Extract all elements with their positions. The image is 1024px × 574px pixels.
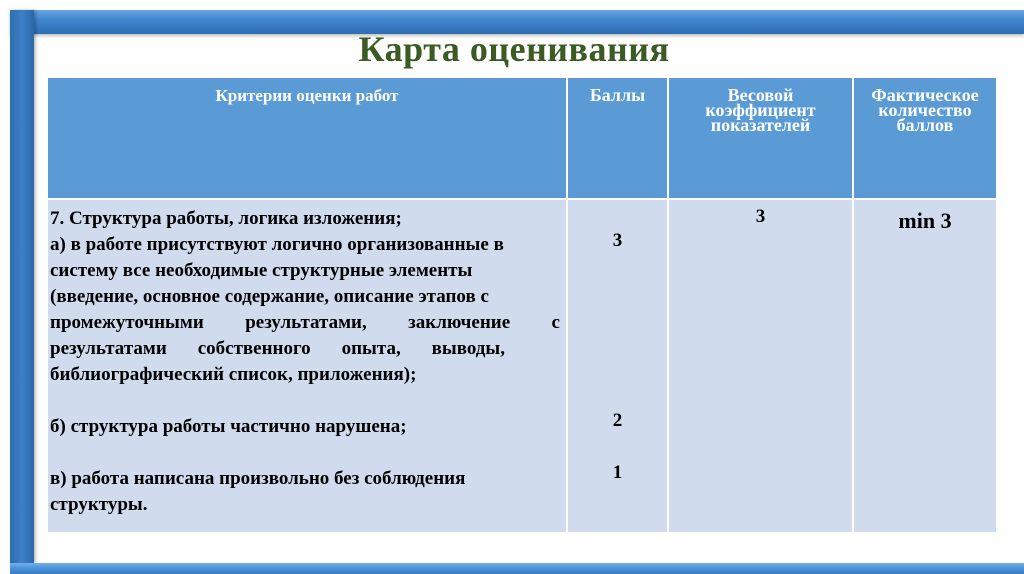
criteria-a-line: (введение, основное содержание, описание этапов с (50, 286, 489, 307)
header-actual-line: Фактическое (871, 85, 979, 105)
assessment-table (46, 76, 998, 534)
criteria-heading: 7. Структура работы, логика изложения; (50, 208, 402, 229)
criteria-cell (47, 199, 567, 533)
criteria-a-line: результатами собственного опыта, выводы, (50, 338, 505, 359)
actual-value: min 3 (898, 208, 952, 233)
criteria-a-line: библиографический список, приложения); (50, 364, 417, 385)
points-cell (567, 199, 668, 533)
criteria-b: б) структура работы частично нарушена; (50, 416, 407, 437)
header-actual (853, 77, 997, 199)
slide-frame-left (10, 10, 34, 563)
header-weight-line: показателей (710, 115, 811, 135)
actual-cell (853, 199, 997, 533)
weight-cell (668, 199, 853, 533)
header-actual-line: количество (878, 100, 972, 120)
criteria-a-line: промежуточными результатами, заключение с (50, 312, 560, 333)
criteria-a-line: систему все необходимые структурные элементы (50, 260, 473, 281)
slide-frame-bottom (10, 563, 1024, 574)
table-row (47, 199, 997, 533)
header-actual-line: баллов (896, 115, 954, 135)
slide-title-text: Карта оценивания (358, 29, 670, 69)
header-points: Баллы (567, 77, 668, 199)
score-a: 3 (612, 230, 623, 251)
weight-value: 3 (755, 206, 766, 227)
header-weight (668, 77, 853, 199)
criteria-c-line: структуры. (50, 494, 148, 515)
header-criteria: Критерии оценки работ (47, 77, 567, 199)
score-c: 1 (612, 462, 623, 483)
criteria-a-line: а) в работе присутствуют логично организованные в (50, 234, 504, 255)
table-header-row (47, 77, 997, 199)
header-weight-line: Весовой (727, 85, 794, 105)
header-weight-line: коэффициент (705, 100, 816, 120)
criteria-c-line: в) работа написана произвольно без соблюдения (50, 468, 466, 489)
slide-title (0, 28, 1024, 70)
score-b: 2 (612, 410, 623, 431)
